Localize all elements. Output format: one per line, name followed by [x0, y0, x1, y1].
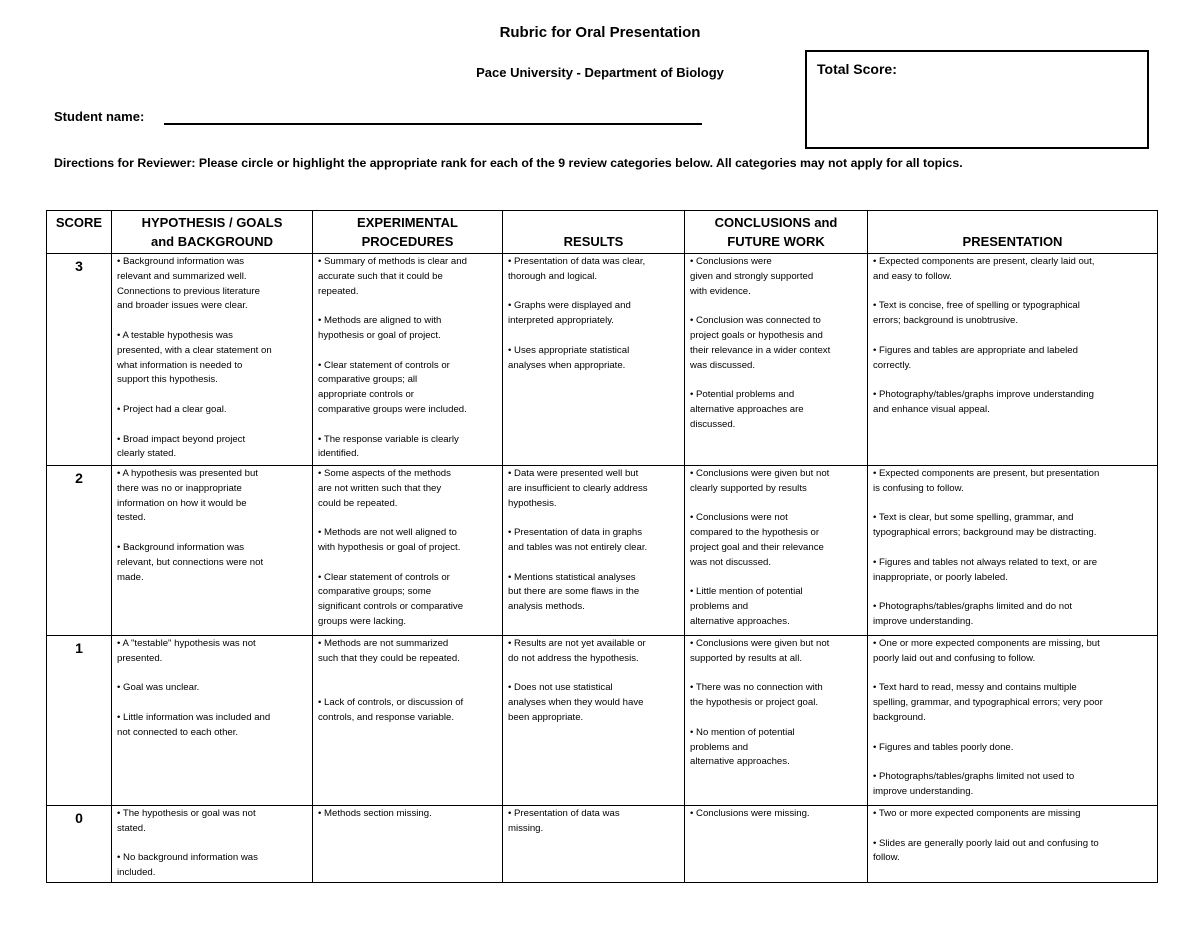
- criterion-item: • Graphs were displayed and interpreted appropriately.: [508, 300, 631, 327]
- criterion-item: • Clear statement of controls or comparative groups; some significant controls or comparative groups were lacking.: [318, 571, 464, 627]
- criterion-item: • Summary of methods is clear and accurate such that it could be repeated.: [318, 256, 467, 297]
- criterion-item: • A testable hypothesis was presented, with a clear statement on what information is needed to support this hypothesis.: [117, 329, 272, 386]
- score-row-2: [47, 466, 1158, 636]
- criterion-item: • Conclusions were not compared to the hypothesis or project goal and their relevance was not discussed.: [690, 512, 824, 568]
- criterion-item: • Broad impact beyond project clearly stated.: [117, 433, 246, 460]
- score-row-3: [47, 254, 1158, 466]
- criterion-item: • Methods are aligned to with hypothesis or goal of project.: [318, 315, 442, 341]
- student-name-field[interactable]: [164, 123, 702, 125]
- criterion-item: • Conclusions were given but not clearly supported by results: [690, 468, 830, 494]
- criterion-item: • Photography/tables/graphs improve understanding and enhance visual appeal.: [873, 389, 1094, 415]
- criterion-item: • Photographs/tables/graphs limited and do not improve understanding.: [873, 601, 1073, 627]
- procedures-cell[interactable]: [313, 466, 503, 636]
- presentation-cell[interactable]: [868, 636, 1158, 806]
- criterion-item: • Expected components are present, but presentation is confusing to follow.: [873, 468, 1100, 494]
- criterion-item: • One or more expected components are missing, but poorly laid out and confusing to follow.: [873, 638, 1100, 664]
- criterion-item: • Presentation of data was missing.: [508, 808, 620, 834]
- reviewer-directions: Directions for Reviewer: Please circle or highlight the appropriate rank for each of the 9 review categories below. All categories may not apply for all topics.: [54, 156, 963, 170]
- procedures-cell[interactable]: [313, 636, 503, 806]
- conclusions-cell[interactable]: [685, 466, 868, 636]
- procedures-cell[interactable]: [313, 254, 503, 466]
- department-subtitle: Pace University - Department of Biology: [476, 65, 724, 80]
- criterion-item: • Clear statement of controls or comparative groups; all appropriate controls or comparative groups were included.: [318, 359, 467, 415]
- presentation-cell[interactable]: [868, 466, 1158, 636]
- criterion-item: • Presentation of data in graphs and tables was not entirely clear.: [508, 527, 648, 553]
- criterion-item: • Some aspects of the methods are not written such that they could be repeated.: [318, 468, 451, 509]
- criterion-item: • A hypothesis was presented but there was no or inappropriate information on how it would be tested.: [117, 468, 258, 524]
- criterion-item: • Figures and tables poorly done.: [873, 741, 1014, 753]
- score-cell: 3: [47, 254, 112, 466]
- criterion-item: • Little mention of potential problems and alternative approaches.: [690, 586, 803, 627]
- total-score-box[interactable]: [805, 50, 1149, 149]
- header-row: [47, 211, 1158, 254]
- criterion-item: • Methods are not well aligned to with hypothesis or goal of project.: [318, 527, 461, 553]
- document-title: Rubric for Oral Presentation: [499, 24, 701, 41]
- criterion-item: • The hypothesis or goal was not stated.: [117, 808, 256, 834]
- criterion-item: • Background information was relevant, but connections were not made.: [117, 541, 264, 583]
- criterion-item: • Goal was unclear.: [117, 682, 200, 694]
- column-header-procedures: EXPERIMENTAL PROCEDURES: [313, 211, 503, 254]
- procedures-cell[interactable]: [313, 806, 503, 883]
- conclusions-cell[interactable]: [685, 636, 868, 806]
- criterion-item: • Expected components are present, clearly laid out, and easy to follow.: [873, 256, 1095, 282]
- criterion-item: • Conclusions were missing.: [690, 808, 810, 819]
- column-header-presentation: PRESENTATION: [868, 211, 1158, 254]
- score-cell: 2: [47, 466, 112, 636]
- presentation-cell[interactable]: [868, 254, 1158, 466]
- column-header-score: SCORE: [47, 211, 112, 254]
- criterion-item: • Presentation of data was clear, thorough and logical.: [508, 256, 646, 282]
- criterion-item: • Two or more expected components are missing: [873, 808, 1081, 819]
- score-cell: 0: [47, 806, 112, 883]
- score-cell: 1: [47, 636, 112, 806]
- results-cell[interactable]: [503, 636, 685, 806]
- criterion-item: • Potential problems and alternative approaches are discussed.: [690, 389, 804, 430]
- rubric-table: [46, 210, 1158, 883]
- criterion-item: • Photographs/tables/graphs limited not used to improve understanding.: [873, 771, 1075, 797]
- presentation-cell[interactable]: [868, 806, 1158, 883]
- criterion-item: • Conclusions were given but not supported by results at all.: [690, 638, 830, 664]
- criterion-item: • Results are not yet available or do not address the hypothesis.: [508, 638, 646, 664]
- hypothesis-cell[interactable]: [112, 254, 313, 466]
- criterion-item: • Text is clear, but some spelling, grammar, and typographical errors; background may be distracting.: [873, 512, 1097, 539]
- criterion-item: • Methods are not summarized such that they could be repeated.: [318, 638, 460, 664]
- criterion-item: • Slides are generally poorly laid out and confusing to follow.: [873, 837, 1099, 864]
- score-row-1: [47, 636, 1158, 806]
- criterion-item: • Lack of controls, or discussion of controls, and response variable.: [318, 697, 464, 723]
- results-cell[interactable]: [503, 806, 685, 883]
- criterion-item: • Conclusions were given and strongly supported with evidence.: [690, 256, 814, 297]
- results-cell[interactable]: [503, 466, 685, 636]
- criterion-item: • Conclusion was connected to project goals or hypothesis and their relevance in a wider context was discussed.: [690, 315, 831, 371]
- criterion-item: • Figures and tables are appropriate and labeled correctly.: [873, 344, 1078, 371]
- student-name-label: Student name:: [54, 109, 145, 124]
- conclusions-cell[interactable]: [685, 806, 868, 883]
- criterion-item: • Text is concise, free of spelling or typographical errors; background is unobtrusive.: [873, 300, 1080, 327]
- criterion-item: • The response variable is clearly identified.: [318, 433, 459, 460]
- hypothesis-cell[interactable]: [112, 636, 313, 806]
- column-header-conclusions: CONCLUSIONS and FUTURE WORK: [685, 211, 868, 254]
- score-row-0: [47, 806, 1158, 883]
- criterion-item: • A "testable" hypothesis was not presented.: [117, 638, 256, 664]
- criterion-item: • Data were presented well but are insufficient to clearly address hypothesis.: [508, 468, 648, 509]
- criterion-item: • Methods section missing.: [318, 808, 432, 819]
- hypothesis-cell[interactable]: [112, 806, 313, 883]
- conclusions-cell[interactable]: [685, 254, 868, 466]
- criterion-item: • Little information was included and not connected to each other.: [117, 711, 271, 738]
- criterion-item: • Uses appropriate statistical analyses when appropriate.: [508, 344, 630, 371]
- column-header-results: RESULTS: [503, 211, 685, 254]
- criterion-item: • There was no connection with the hypothesis or project goal.: [690, 682, 823, 709]
- criterion-item: • No mention of potential problems and alternative approaches.: [690, 726, 795, 768]
- criterion-item: • Project had a clear goal.: [117, 403, 227, 415]
- results-cell[interactable]: [503, 254, 685, 466]
- column-header-hypothesis: HYPOTHESIS / GOALS and BACKGROUND: [112, 211, 313, 254]
- criterion-item: • Mentions statistical analyses but there are some flaws in the analysis methods.: [508, 571, 640, 613]
- hypothesis-cell[interactable]: [112, 466, 313, 636]
- criterion-item: • Text hard to read, messy and contains multiple spelling, grammar, and typographical errors; very poor background.: [873, 682, 1103, 723]
- criterion-item: • Figures and tables not always related to text, or are inappropriate, or poorly labeled.: [873, 556, 1098, 583]
- total-score-label: Total Score:: [817, 61, 897, 77]
- criterion-item: • No background information was included.: [117, 852, 258, 879]
- criterion-item: • Background information was relevant and summarized well. Connections to previous literature and broader issues were clear.: [117, 256, 260, 312]
- criterion-item: • Does not use statistical analyses when they would have been appropriate.: [508, 682, 644, 723]
